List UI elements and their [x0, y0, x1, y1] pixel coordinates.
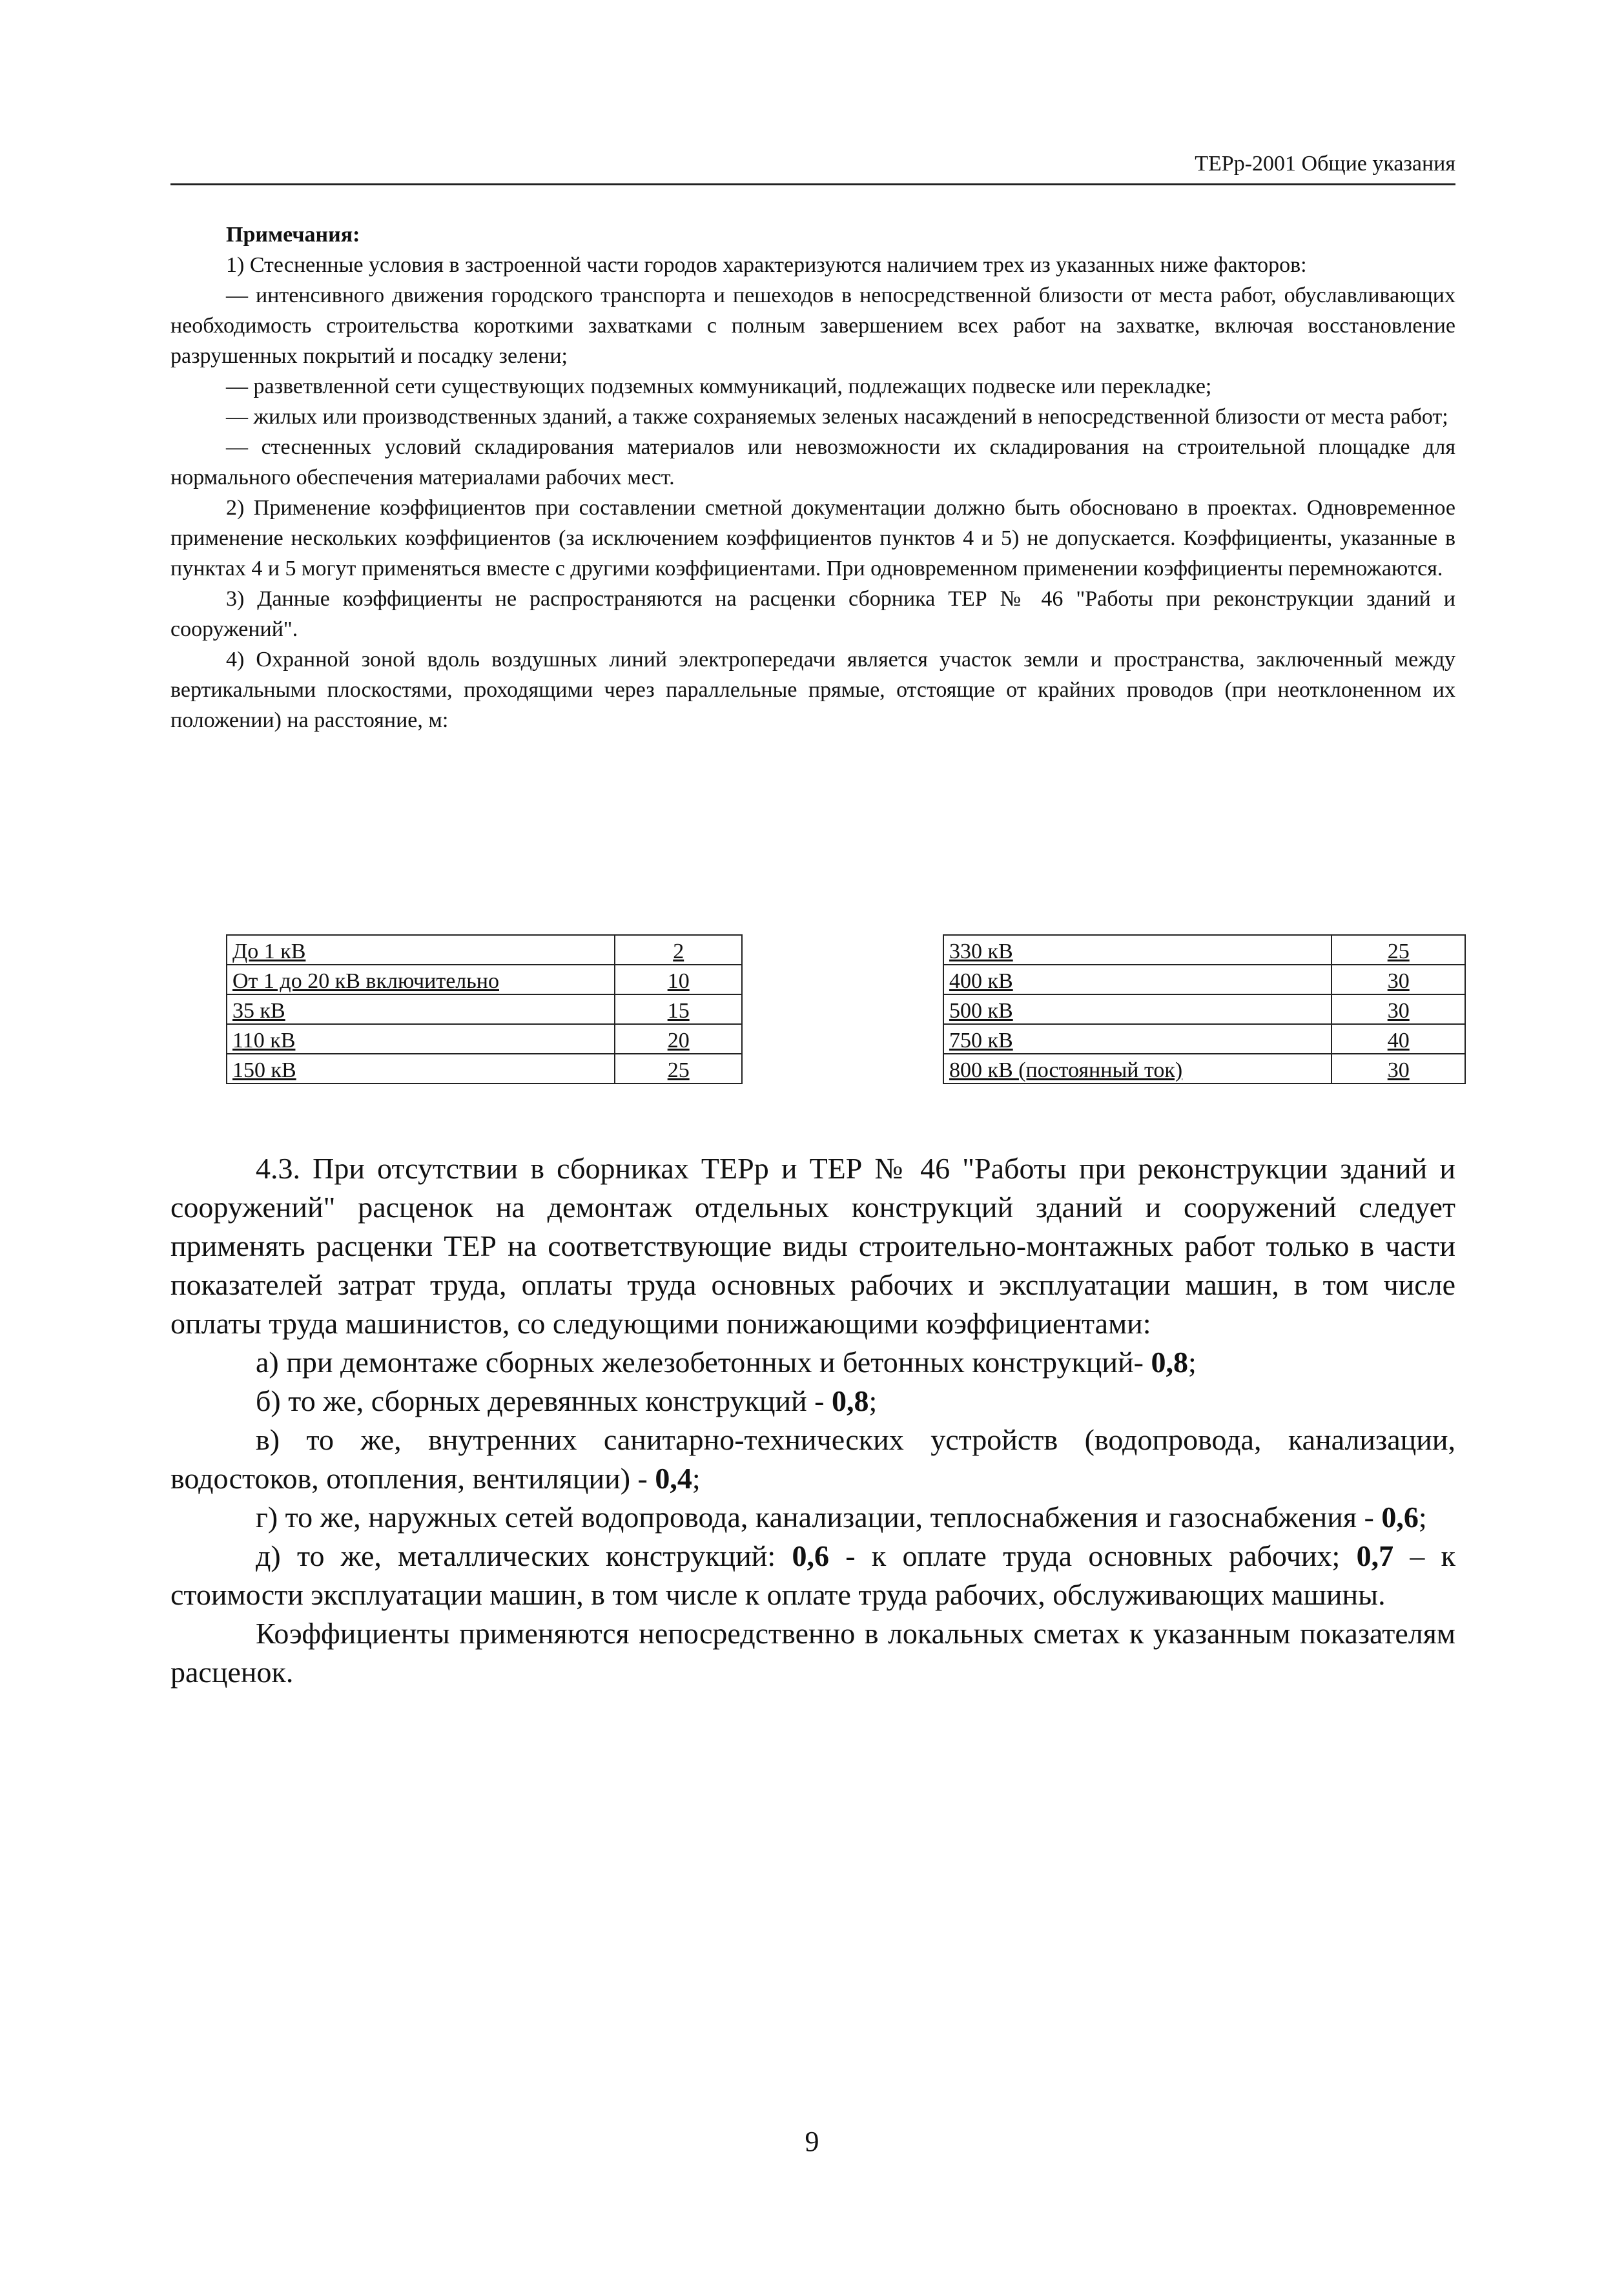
item-a: а) при демонтаже сборных железобетонных и бетонных конструкций- 0,8;	[256, 1346, 1197, 1379]
item-g-text: г) то же, наружных сетей водопровода, канализации, теплоснабжения и газоснабжения -	[256, 1501, 1382, 1534]
distance-value: 20	[615, 1024, 742, 1054]
voltage-label: 110 кВ	[227, 1024, 615, 1054]
notes-title: Примечания:	[226, 223, 360, 247]
note-4: 4) Охранной зоной вдоль воздушных линий электропередачи является участок земли и пространства, заключенный между вертикальными плоскостями, проходящими через параллельные прямые, отстоящие от крайних проводов (при неотклоненном их положении) на расстояние, м:	[170, 648, 1455, 732]
page-number: 9	[805, 2126, 819, 2157]
header-rule	[170, 183, 1455, 185]
item-a-text: а) при демонтаже сборных железобетонных и бетонных конструкций-	[256, 1346, 1151, 1379]
item-g: г) то же, наружных сетей водопровода, канализации, теплоснабжения и газоснабжения - 0,6;	[256, 1501, 1427, 1534]
table-row	[227, 935, 742, 965]
table-row	[227, 965, 742, 994]
table-row	[227, 994, 742, 1024]
item-b: б) то же, сборных деревянных конструкций - 0,8;	[256, 1384, 878, 1417]
note-1-factor-buildings: — жилых или производственных зданий, а также сохраняемых зеленых насаждений в непосредственной близости от места работ;	[226, 405, 1448, 429]
item-b-text: б) то же, сборных деревянных конструкций -	[256, 1384, 832, 1417]
note-1-factor-storage: — стесненных условий складирования материалов или невозможности их складирования на строительной площадке для нормального обеспечения материалами рабочих мест.	[170, 435, 1455, 489]
item-b-coefficient: 0,8	[832, 1384, 869, 1417]
note-2: 2) Применение коэффициентов при составлении сметной документации должно быть обосновано в проектах. Одновременное применение нескольких коэффициентов (за исключением коэффициентов пунктов 4 и 5) не допускается. Коэффициенты, указанные в пунктах 4 и 5 могут применяться вместе с другими коэффициентами. При одновременном применении коэффициенты перемножаются.	[170, 496, 1455, 580]
item-d-coefficient-1: 0,6	[792, 1539, 829, 1572]
voltage-label: 400 кВ	[943, 965, 1331, 994]
table-row	[943, 994, 1465, 1024]
item-d-text-3: – к стоимости эксплуатации машин, в том числе к оплате труда рабочих, обслуживающих машины.	[170, 1539, 1455, 1611]
table-row	[943, 935, 1465, 965]
item-d	[170, 1537, 1455, 1614]
item-v-coefficient: 0,4	[655, 1462, 692, 1495]
voltage-label: 35 кВ	[227, 994, 615, 1024]
section-4-3	[170, 1149, 1455, 1692]
distance-value: 25	[615, 1054, 742, 1084]
distance-value: 30	[1331, 1054, 1465, 1084]
distance-value: 10	[615, 965, 742, 994]
item-v: в) то же, внутренних санитарно-технических устройств (водопровода, канализации, водостоков, отопления, вентиляции) - 0,4;	[170, 1423, 1455, 1495]
distance-value: 25	[1331, 935, 1465, 965]
item-d-text-1: д) то же, металлических конструкций:	[256, 1539, 792, 1572]
table-row	[227, 1054, 742, 1084]
table-row	[943, 1054, 1465, 1084]
voltage-label: 330 кВ	[943, 935, 1331, 965]
running-header: ТЕРр-2001 Общие указания	[1195, 152, 1455, 176]
protection-zone-tables	[226, 934, 1466, 1089]
distance-value: 40	[1331, 1024, 1465, 1054]
section-4-3-intro: 4.3. При отсутствии в сборниках ТЕРр и ТЕР № 46 "Работы при реконструкции зданий и сооружений" расценок на демонтаж отдельных конструкций зданий и сооружений следует применять расценки ТЕР на соответствующие виды строительно-монтажных работ только в части показателей затрат труда, оплаты труда основных рабочих и эксплуатации машин, в том числе оплаты труда машинистов, со следующими понижающими коэффициентами:	[170, 1152, 1455, 1340]
table-row	[943, 965, 1465, 994]
table-row	[227, 1024, 742, 1054]
distance-value: 30	[1331, 994, 1465, 1024]
closing-paragraph: Коэффициенты применяются непосредственно в локальных сметах к указанным показателям расценок.	[170, 1617, 1455, 1689]
notes-section	[170, 220, 1455, 735]
item-d-coefficient-2: 0,7	[1356, 1539, 1394, 1572]
note-1: 1) Стесненные условия в застроенной части городов характеризуются наличием трех из указанных ниже факторов:	[226, 253, 1307, 277]
distance-value: 30	[1331, 965, 1465, 994]
voltage-label: 750 кВ	[943, 1024, 1331, 1054]
note-1-factor-utilities: — разветвленной сети существующих подземных коммуникаций, подлежащих подвеске или перекладке;	[226, 375, 1212, 398]
voltage-table-right	[943, 934, 1466, 1084]
item-a-coefficient: 0,8	[1151, 1346, 1188, 1379]
note-1-factor-traffic: — интенсивного движения городского транспорта и пешеходов в непосредственной близости от места работ, обуславливающих необходимость строительства короткими захватками с полным завершением всех работ на захватке, включая восстановление разрушенных покрытий и посадку зелени;	[170, 283, 1455, 368]
voltage-table-left	[226, 934, 743, 1084]
voltage-label: До 1 кВ	[227, 935, 615, 965]
voltage-label: От 1 до 20 кВ включительно	[227, 965, 615, 994]
item-v-text: в) то же, внутренних санитарно-технических устройств (водопровода, канализации, водостоков, отопления, вентиляции) -	[170, 1423, 1455, 1495]
note-3: 3) Данные коэффициенты не распространяются на расценки сборника ТЕР № 46 "Работы при реконструкции зданий и сооружений".	[170, 587, 1455, 641]
voltage-label: 500 кВ	[943, 994, 1331, 1024]
voltage-label: 800 кВ (постоянный ток)	[943, 1054, 1331, 1084]
item-d-text-2: - к оплате труда основных рабочих;	[828, 1539, 1357, 1572]
table-row	[943, 1024, 1465, 1054]
voltage-label: 150 кВ	[227, 1054, 615, 1084]
item-g-coefficient: 0,6	[1381, 1501, 1419, 1534]
distance-value: 2	[615, 935, 742, 965]
distance-value: 15	[615, 994, 742, 1024]
